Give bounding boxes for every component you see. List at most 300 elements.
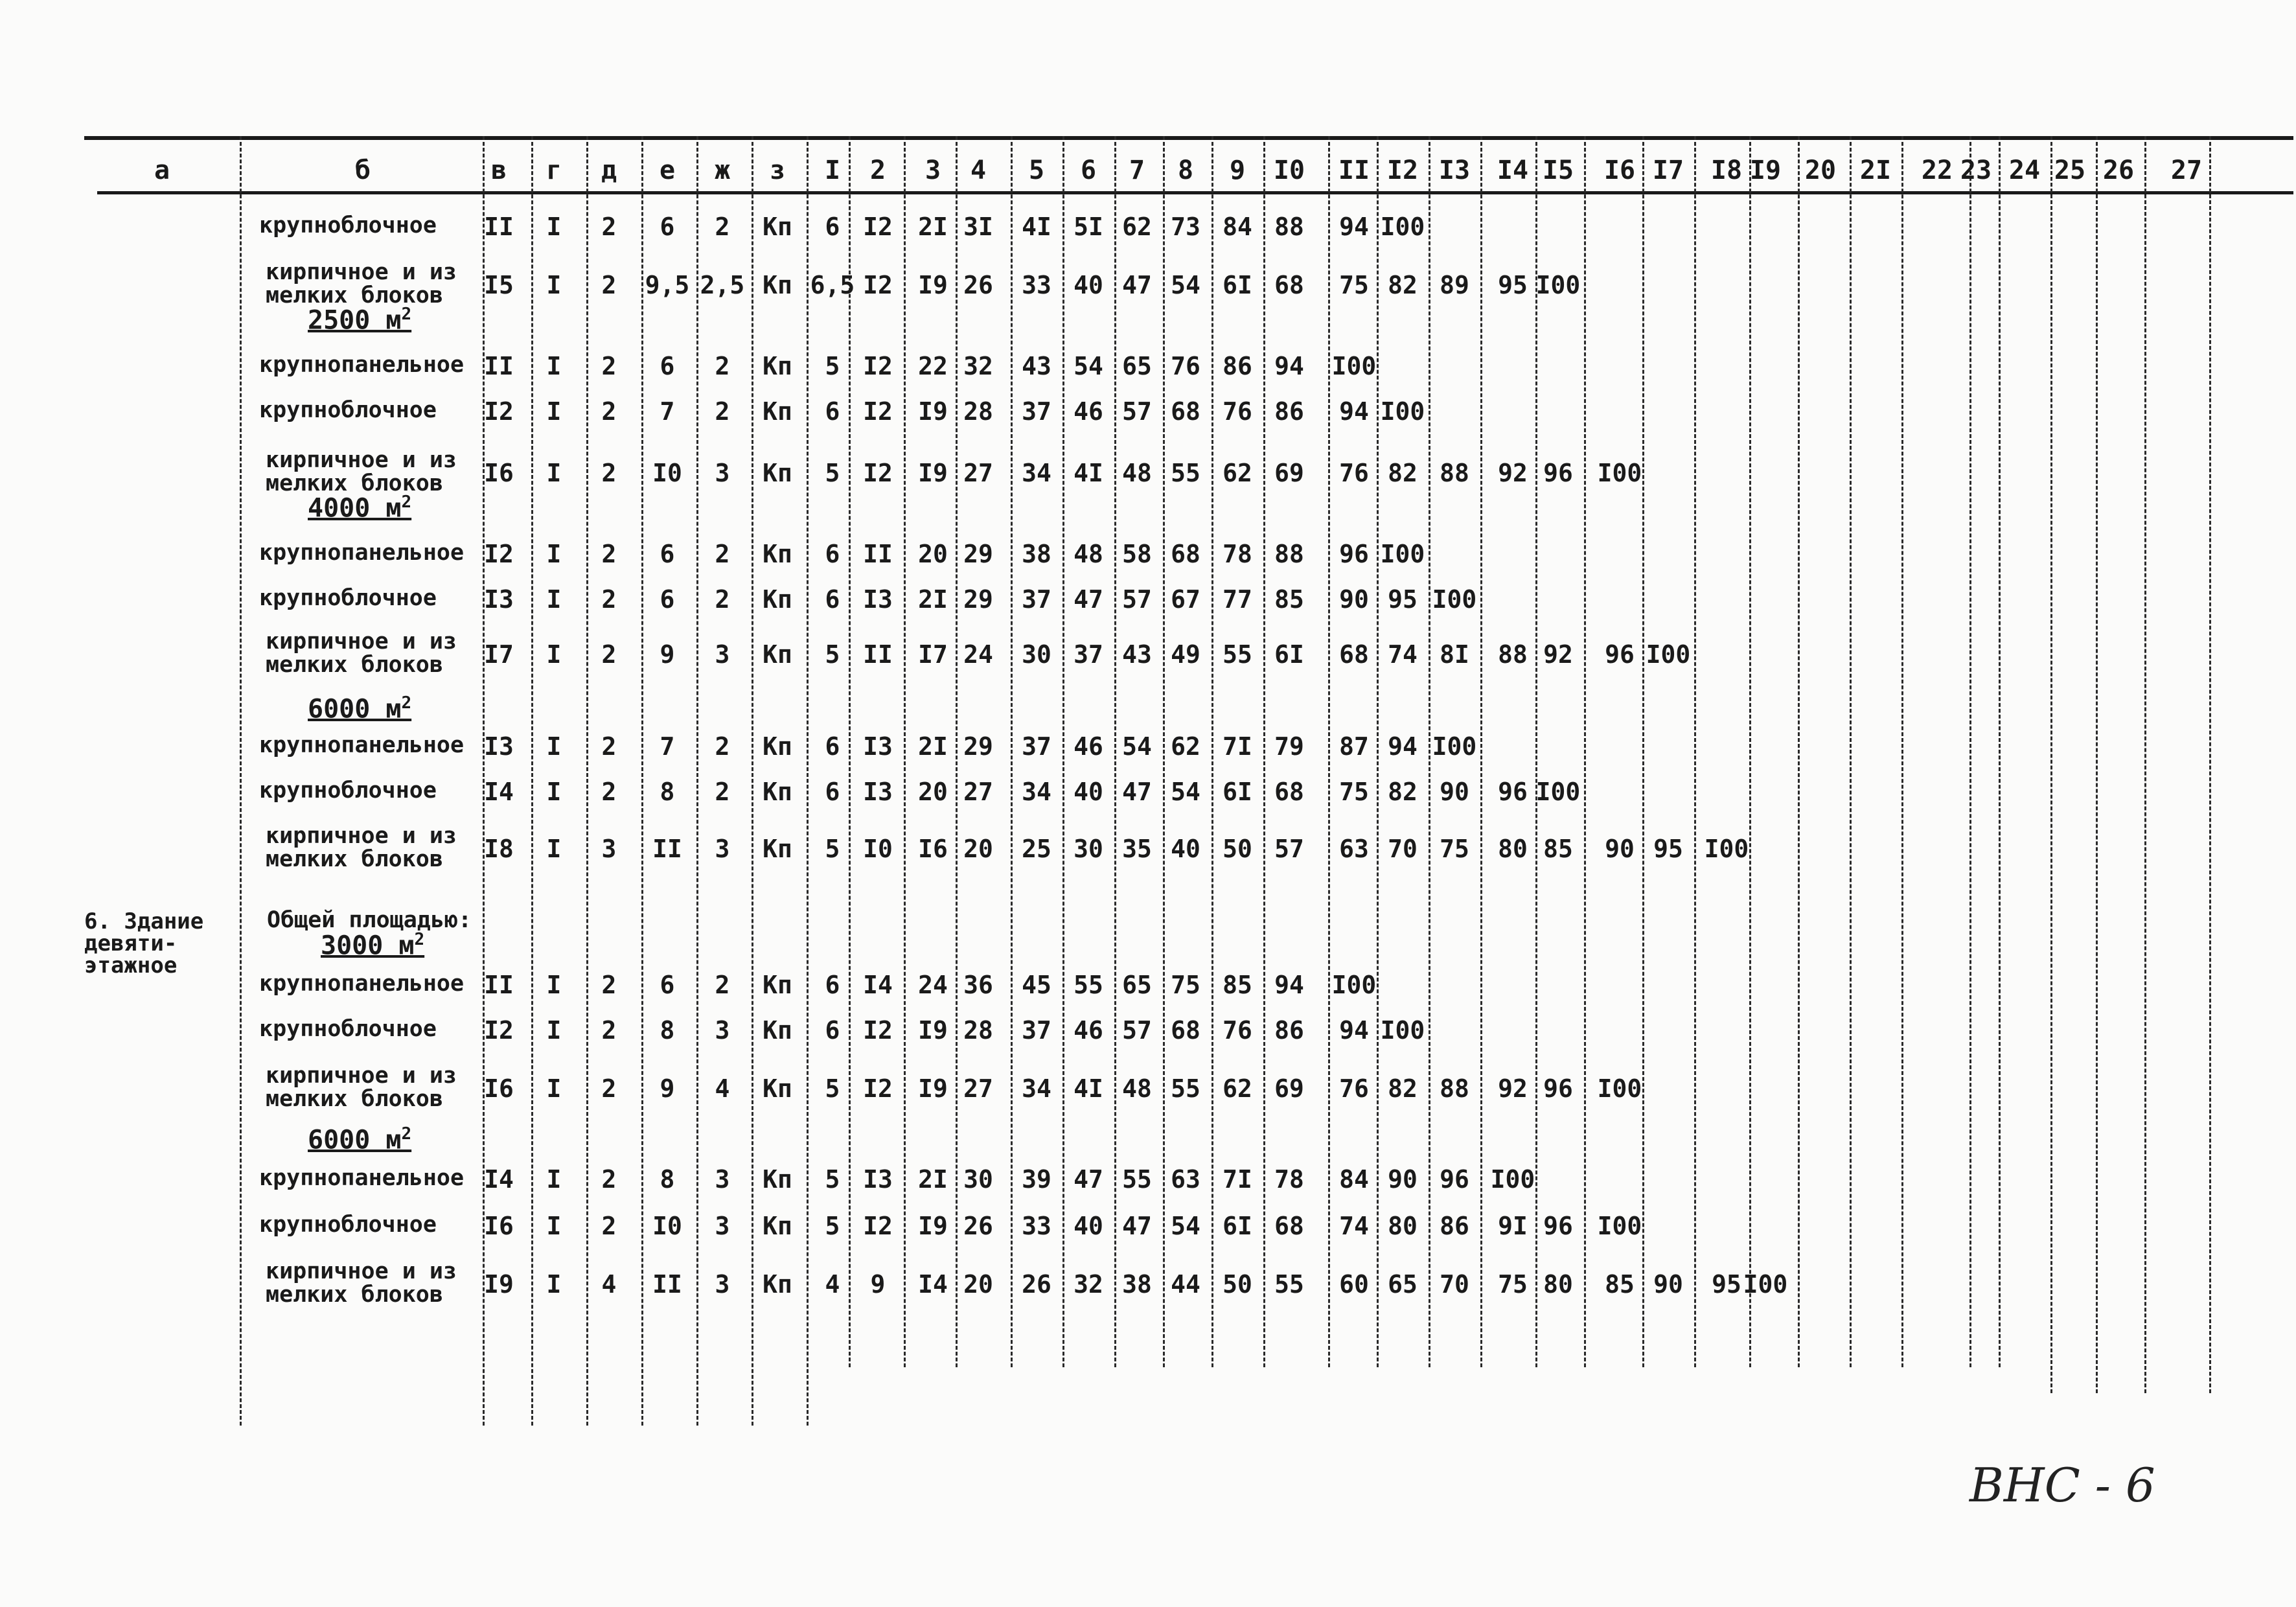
base-cell: 6 [660,213,675,241]
percent-cell: 92 [1543,640,1573,669]
percent-cell: 75 [1440,835,1469,863]
percent-cell: 76 [1223,1016,1252,1045]
column-header: з [769,156,786,185]
percent-cell: 5 [825,352,840,380]
percent-cell: 95 [1388,585,1418,614]
percent-cell: 48 [1122,459,1152,487]
column-header: 27 [2170,156,2203,185]
percent-cell: 68 [1274,778,1304,806]
percent-cell: 86 [1274,1016,1304,1045]
description-line: мелких блоков [266,283,443,308]
column-header: 5 [1028,156,1045,185]
percent-cell: I4 [918,1270,948,1299]
percent-cell: 40 [1073,271,1103,299]
percent-cell: 29 [963,585,993,614]
percent-cell: 5 [825,459,840,487]
base-cell: 2 [601,971,617,999]
base-cell: 2,5 [700,271,745,299]
percent-cell: I00 [1380,213,1425,241]
base-cell: I2 [484,540,514,568]
column-divider [1642,136,1644,1367]
column-divider [2050,136,2052,1393]
percent-cell: 88 [1274,213,1304,241]
percent-cell: 30 [1022,640,1051,669]
percent-cell: I00 [1380,1016,1425,1045]
percent-cell: 58 [1122,540,1152,568]
percent-cell: 74 [1339,1212,1369,1240]
percent-cell: I00 [1490,1165,1535,1194]
percent-cell: 82 [1388,271,1418,299]
percent-cell: 28 [963,1016,993,1045]
percent-cell: 38 [1122,1270,1152,1299]
percent-cell: 79 [1274,732,1304,761]
percent-cell: 85 [1274,585,1304,614]
percent-cell: 30 [1073,835,1103,863]
row-description [259,399,437,422]
percent-cell: 5I [1073,213,1103,241]
base-cell: 2 [601,352,617,380]
base-cell: Кп [763,1270,792,1299]
description-line: мелких блоков [266,846,443,872]
column-header: 20 [1804,156,1837,185]
description-line: крупноблочное [259,1212,437,1238]
percent-cell: I9 [918,1016,948,1045]
percent-cell: 68 [1171,397,1200,426]
percent-cell: 63 [1339,835,1369,863]
percent-cell: 76 [1339,459,1369,487]
area-value: 6000 м [308,1125,402,1155]
base-cell: I [546,1212,562,1240]
percent-cell: 4I [1073,459,1103,487]
row-description [259,214,437,237]
description-line: крупноблочное [259,397,437,423]
base-cell: 2 [601,732,617,761]
column-divider [2096,136,2098,1393]
description-line: мелких блоков [266,1086,443,1112]
area-value: 2500 м [308,305,402,336]
percent-cell: 87 [1339,732,1369,761]
percent-cell: 47 [1073,585,1103,614]
area-unit-exponent: 2 [401,693,412,713]
column-divider [1901,136,1903,1367]
base-cell: I6 [484,459,514,487]
base-cell: Кп [763,213,792,241]
base-cell: 2 [601,1165,617,1194]
percent-cell: 76 [1171,352,1200,380]
percent-cell: 55 [1274,1270,1304,1299]
percent-cell: I2 [863,271,893,299]
base-cell: Кп [763,835,792,863]
percent-cell: 44 [1171,1270,1200,1299]
percent-cell: 9 [870,1270,886,1299]
percent-cell: I00 [1380,397,1425,426]
percent-cell: 68 [1339,640,1369,669]
percent-cell: 24 [918,971,948,999]
base-cell: 2 [601,397,617,426]
percent-cell: 34 [1022,459,1051,487]
percent-cell: 45 [1022,971,1051,999]
percent-cell: 30 [963,1165,993,1194]
base-cell: 2 [601,585,617,614]
base-cell: I7 [484,640,514,669]
percent-cell: I6 [918,835,948,863]
percent-cell: 5 [825,1212,840,1240]
base-cell: I [546,213,562,241]
percent-cell: 4I [1073,1074,1103,1103]
column-divider [1798,136,1800,1367]
base-cell: II [484,971,514,999]
percent-cell: 50 [1223,835,1252,863]
base-cell: Кп [763,971,792,999]
percent-cell: I00 [1597,1074,1642,1103]
base-cell: II [484,213,514,241]
percent-cell: I2 [863,1016,893,1045]
row-description [259,541,464,564]
base-cell: 6 [660,352,675,380]
percent-cell: I2 [863,459,893,487]
base-cell: 6 [660,971,675,999]
percent-cell: I0 [863,835,893,863]
base-cell: I3 [484,585,514,614]
percent-cell: I00 [1535,271,1581,299]
percent-cell: 94 [1388,732,1418,761]
percent-cell: 82 [1388,778,1418,806]
percent-cell: 6 [825,585,840,614]
percent-cell: 49 [1171,640,1200,669]
percent-cell: 46 [1073,397,1103,426]
base-cell: 3 [715,1165,730,1194]
column-header: I3 [1438,156,1471,185]
base-cell: I [546,778,562,806]
area-label [321,930,424,960]
base-cell: I [546,540,562,568]
description-line: крупноблочное [259,585,437,611]
percent-cell: 6 [825,1016,840,1045]
base-cell: Кп [763,732,792,761]
base-cell: 2 [601,1212,617,1240]
percent-cell: 94 [1339,397,1369,426]
percent-cell: 68 [1171,1016,1200,1045]
percent-cell: 82 [1388,1074,1418,1103]
column-header: б [354,156,371,185]
percent-cell: 76 [1339,1074,1369,1103]
area-value: 4000 м [308,493,402,524]
percent-cell: 5 [825,640,840,669]
base-cell: II [652,835,682,863]
percent-cell: I00 [1597,459,1642,487]
area-unit-exponent: 2 [401,1124,412,1144]
description-line: мелких блоков [266,652,443,678]
percent-cell: 47 [1122,271,1152,299]
percent-cell: 2I [918,585,948,614]
column-header: 8 [1177,156,1194,185]
percent-cell: I2 [863,352,893,380]
column-header: 9 [1229,156,1246,185]
percent-cell: 90 [1388,1165,1418,1194]
percent-cell: 24 [963,640,993,669]
base-cell: I [546,971,562,999]
percent-cell: 92 [1498,1074,1528,1103]
percent-cell: II [863,540,893,568]
column-divider [240,136,242,1426]
column-divider [1969,136,1971,1367]
percent-cell: 6 [825,778,840,806]
base-cell: I [546,585,562,614]
percent-cell: I9 [918,459,948,487]
base-cell: 6 [660,540,675,568]
percent-cell: 7I [1223,1165,1252,1194]
percent-cell: I00 [1597,1212,1642,1240]
percent-cell: 39 [1022,1165,1051,1194]
percent-cell: 70 [1440,1270,1469,1299]
base-cell: 2 [715,397,730,426]
percent-cell: 55 [1171,1074,1200,1103]
base-cell: 2 [601,540,617,568]
percent-cell: 47 [1073,1165,1103,1194]
percent-cell: 37 [1022,1016,1051,1045]
percent-cell: 40 [1171,835,1200,863]
column-header: в [490,156,507,185]
percent-cell: 33 [1022,271,1051,299]
base-cell: I [546,397,562,426]
percent-cell: 90 [1339,585,1369,614]
base-cell: 9 [660,1074,675,1103]
description-line: мелких блоков [266,470,443,496]
percent-cell: 74 [1388,640,1418,669]
column-header: д [601,156,617,185]
percent-cell: 94 [1339,1016,1369,1045]
base-cell: II [652,1270,682,1299]
percent-cell: 50 [1223,1270,1252,1299]
percent-cell: 6I [1223,271,1252,299]
percent-cell: 46 [1073,732,1103,761]
column-header: I0 [1273,156,1305,185]
base-cell: 7 [660,732,675,761]
base-cell: 8 [660,1165,675,1194]
percent-cell: 20 [918,778,948,806]
percent-cell: 38 [1022,540,1051,568]
percent-cell: 76 [1223,397,1252,426]
percent-cell: 32 [1073,1270,1103,1299]
row-description [259,353,464,376]
percent-cell: I2 [863,1212,893,1240]
base-cell: 9 [660,640,675,669]
row-description [259,734,464,757]
percent-cell: 78 [1274,1165,1304,1194]
percent-cell: 96 [1543,459,1573,487]
percent-cell: 54 [1073,352,1103,380]
percent-cell: 65 [1122,971,1152,999]
percent-cell: 84 [1223,213,1252,241]
percent-cell: I4 [863,971,893,999]
percent-cell: I9 [918,271,948,299]
percent-cell: 57 [1122,1016,1152,1045]
percent-cell: 4I [1022,213,1051,241]
percent-cell: 6 [825,213,840,241]
percent-cell: 8I [1440,640,1469,669]
column-divider [1749,136,1751,1367]
percent-cell: 20 [963,835,993,863]
percent-cell: 77 [1223,585,1252,614]
description-line: крупнопанельное [259,352,465,378]
percent-cell: 5 [825,1074,840,1103]
row-description [259,586,437,610]
description-line: кирпичное и из [266,629,457,654]
percent-cell: 68 [1274,271,1304,299]
base-cell: 6 [660,585,675,614]
base-cell: I0 [652,1212,682,1240]
percent-cell: 54 [1122,732,1152,761]
header-bottom-rule [97,191,2293,194]
percent-cell: 84 [1339,1165,1369,1194]
base-cell: 9,5 [645,271,690,299]
column-header: 24 [2008,156,2041,185]
percent-cell: 2I [918,1165,948,1194]
percent-cell: 29 [963,540,993,568]
percent-cell: 6I [1223,778,1252,806]
base-cell: I [546,1074,562,1103]
column-divider [2209,136,2211,1393]
percent-cell: 65 [1388,1270,1418,1299]
area-label [308,492,411,523]
column-header: I6 [1603,156,1636,185]
percent-cell: 26 [963,1212,993,1240]
percent-cell: 43 [1122,640,1152,669]
base-cell: I [546,640,562,669]
base-cell: I [546,1270,562,1299]
percent-cell: 2I [918,213,948,241]
row-description [266,260,457,307]
row-description [266,448,457,495]
base-cell: 4 [715,1074,730,1103]
base-cell: 3 [601,835,617,863]
percent-cell: 70 [1388,835,1418,863]
base-cell: I [546,1016,562,1045]
percent-cell: 6I [1274,640,1304,669]
area-unit-exponent: 2 [401,492,412,512]
base-cell: 2 [601,213,617,241]
base-cell: 2 [715,213,730,241]
column-divider [1694,136,1696,1367]
base-cell: I4 [484,778,514,806]
percent-cell: 27 [963,1074,993,1103]
percent-cell: 62 [1171,732,1200,761]
description-line: крупноблочное [259,213,437,238]
percent-cell: 40 [1073,778,1103,806]
base-cell: 8 [660,778,675,806]
column-header: II [1338,156,1370,185]
percent-cell: 68 [1274,1212,1304,1240]
base-cell: Кп [763,640,792,669]
base-cell: 2 [715,352,730,380]
percent-cell: I00 [1331,352,1377,380]
percent-cell: 65 [1122,352,1152,380]
percent-cell: 33 [1022,1212,1051,1240]
base-cell: 2 [715,540,730,568]
percent-cell: 28 [963,397,993,426]
base-cell: I0 [652,459,682,487]
percent-cell: 95 [1653,835,1683,863]
percent-cell: 36 [963,971,993,999]
percent-cell: I00 [1432,585,1477,614]
base-cell: 7 [660,397,675,426]
percent-cell: 37 [1022,397,1051,426]
percent-cell: 90 [1605,835,1635,863]
percent-cell: 96 [1543,1074,1573,1103]
base-cell: I2 [484,397,514,426]
base-cell: I [546,1165,562,1194]
percent-cell: 57 [1122,397,1152,426]
description-line: кирпичное и из [266,1258,457,1284]
description-line: крупнопанельное [259,971,465,997]
base-cell: 3 [715,1212,730,1240]
percent-cell: 48 [1122,1074,1152,1103]
percent-cell: II [863,640,893,669]
percent-cell: 96 [1440,1165,1469,1194]
area-label [308,1124,411,1155]
percent-cell: 86 [1274,397,1304,426]
percent-cell: 75 [1339,778,1369,806]
percent-cell: 26 [1022,1270,1051,1299]
percent-cell: 88 [1440,459,1469,487]
row-description [259,1213,437,1236]
percent-cell: 20 [918,540,948,568]
percent-cell: 62 [1223,459,1252,487]
percent-cell: I3 [863,585,893,614]
percent-cell: 96 [1498,778,1528,806]
percent-cell: I9 [918,397,948,426]
percent-cell: I9 [918,1074,948,1103]
base-cell: I3 [484,732,514,761]
base-cell: 3 [715,835,730,863]
percent-cell: 62 [1122,213,1152,241]
section-label: 6. Здание девяти-этажное [84,908,204,978]
percent-cell: 75 [1339,271,1369,299]
base-cell: I [546,352,562,380]
percent-cell: 55 [1122,1165,1152,1194]
percent-cell: 78 [1223,540,1252,568]
percent-cell: I00 [1646,640,1691,669]
percent-cell: 29 [963,732,993,761]
description-line: мелких блоков [266,1282,443,1308]
percent-cell: 34 [1022,1074,1051,1103]
description-line: крупнопанельное [259,732,465,758]
base-cell: I [546,271,562,299]
general-area-label: Общей площадью: [267,907,472,933]
percent-cell: 47 [1122,1212,1152,1240]
percent-cell: 68 [1171,540,1200,568]
percent-cell: I9 [918,1212,948,1240]
area-value: 3000 м [321,931,415,961]
column-header: е [659,156,676,185]
percent-cell: 80 [1388,1212,1418,1240]
description-line: крупнопанельное [259,1165,465,1191]
percent-cell: I00 [1432,732,1477,761]
percent-cell: 69 [1274,1074,1304,1103]
percent-cell: I00 [1535,778,1581,806]
percent-cell: 60 [1339,1270,1369,1299]
percent-cell: 27 [963,778,993,806]
base-cell: I [546,459,562,487]
base-cell: I [546,835,562,863]
description-line: кирпичное и из [266,1063,457,1089]
column-divider [2144,136,2146,1393]
description-line: кирпичное и из [266,823,457,849]
column-divider [1480,136,1482,1367]
base-cell: 2 [601,1016,617,1045]
row-description [266,630,457,676]
base-cell: 2 [715,585,730,614]
